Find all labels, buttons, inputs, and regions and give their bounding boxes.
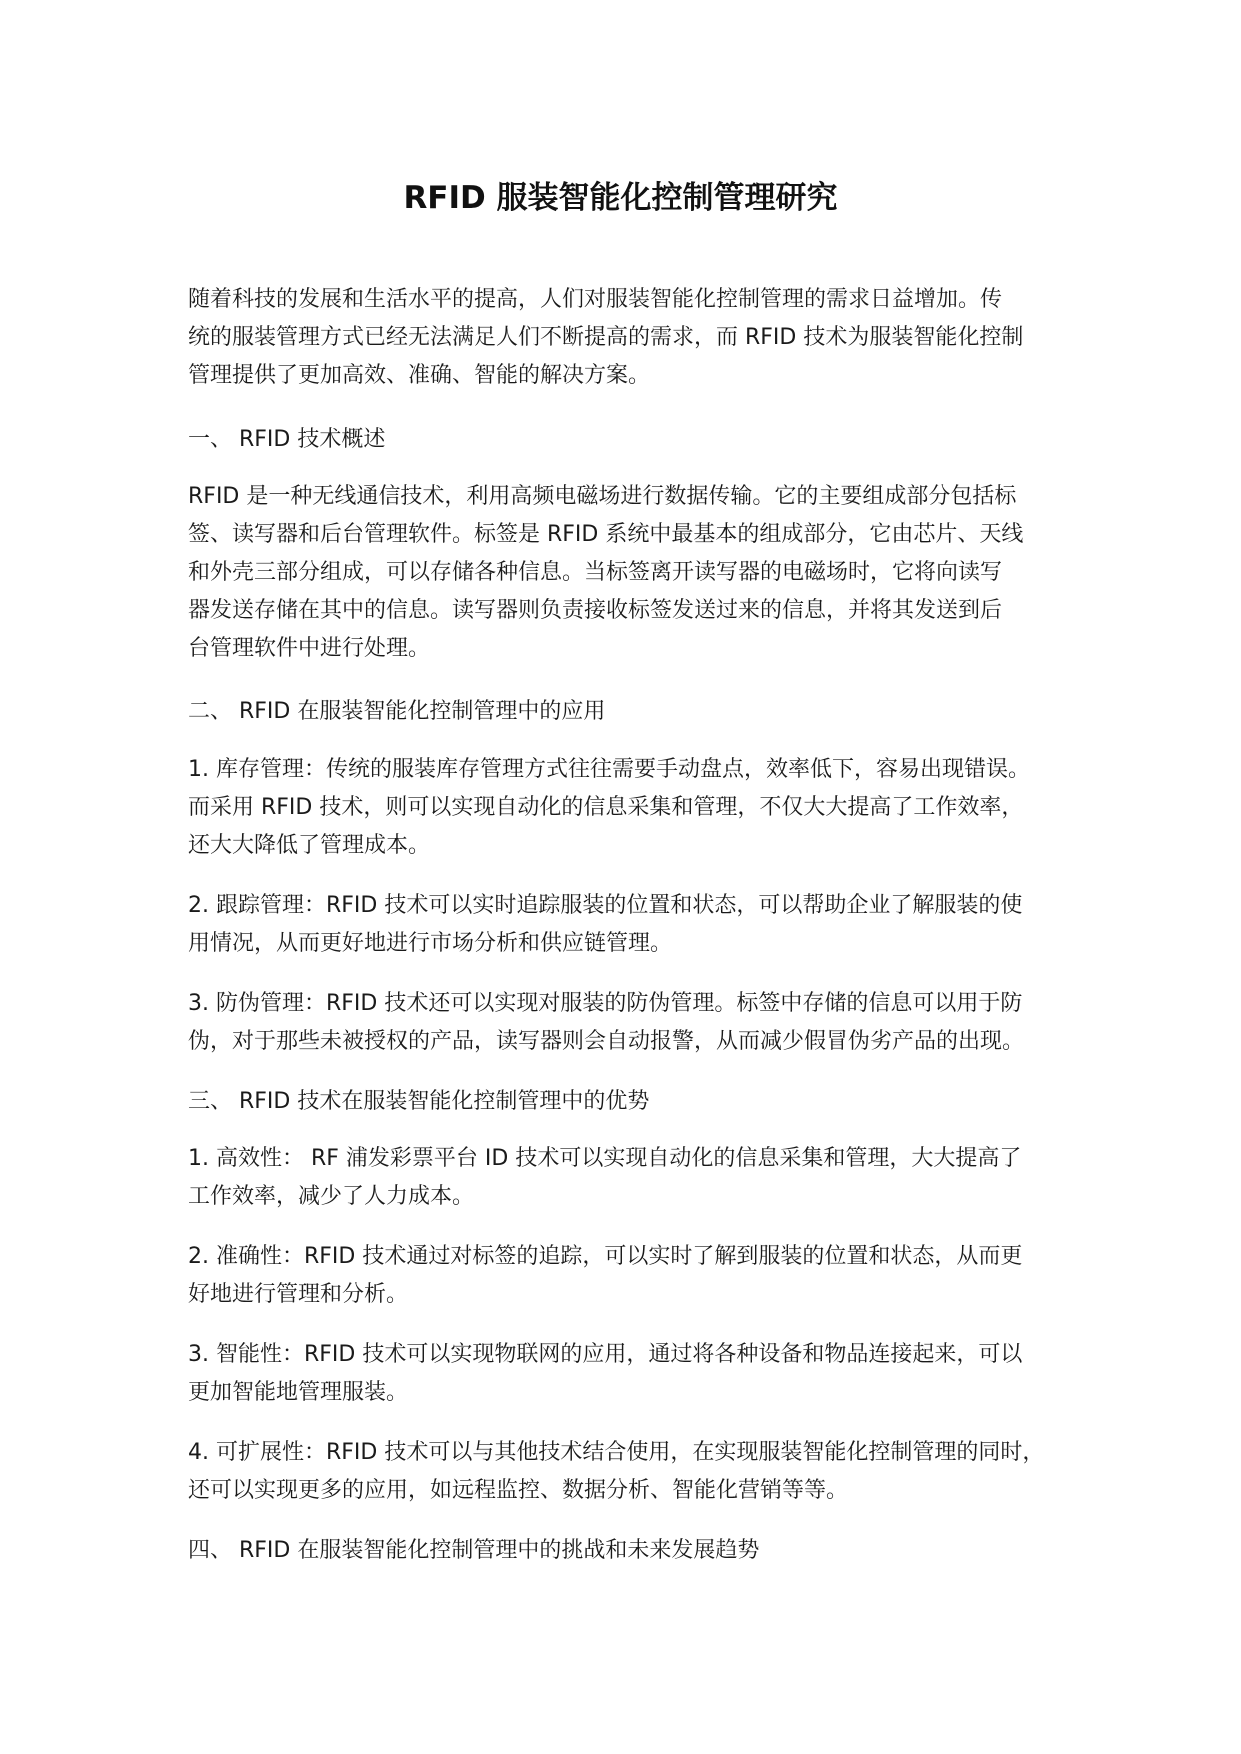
section-2-heading — [188, 693, 1078, 731]
heading-text: 一、 RFID 技术概述 — [188, 427, 386, 452]
paragraph-line: 和外壳三部分组成，可以存储各种信息。当标签离开读写器的电磁场时，它将向读写 — [188, 560, 1003, 585]
paragraph-line: 1. 库存管理：传统的服装库存管理方式往往需要手动盘点，效率低下，容易出现错误。 — [188, 757, 1030, 782]
paragraph-line: 还可以实现更多的应用，如远程监控、数据分析、智能化营销等等。 — [188, 1478, 849, 1503]
paragraph-line: 统的服装管理方式已经无法满足人们不断提高的需求，而 RFID 技术为服装智能化控制 — [188, 325, 1024, 350]
section-3-item-3 — [188, 1336, 1078, 1412]
paragraph-line: 伪，对于那些未被授权的产品，读写器则会自动报警，从而减少假冒伪劣产品的出现。 — [188, 1029, 1025, 1054]
paragraph-line: 2. 准确性：RFID 技术通过对标签的追踪，可以实时了解到服装的位置和状态，从而更 — [188, 1244, 1023, 1269]
paragraph-line: 更加智能地管理服装。 — [188, 1380, 409, 1405]
section-3-item-2 — [188, 1238, 1078, 1314]
section-2-item-3 — [188, 985, 1078, 1061]
paragraph-line: 用情况，从而更好地进行市场分析和供应链管理。 — [188, 931, 673, 956]
paragraph-line: 3. 防伪管理：RFID 技术还可以实现对服装的防伪管理。标签中存储的信息可以用于防 — [188, 991, 1023, 1016]
section-2-item-1 — [188, 751, 1078, 865]
paragraph-line: 4. 可扩展性：RFID 技术可以与其他技术结合使用，在实现服装智能化控制管理的同时， — [188, 1440, 1045, 1465]
intro-paragraph — [188, 281, 1078, 395]
section-3-heading — [188, 1083, 1078, 1121]
paragraph-line: 管理提供了更加高效、准确、智能的解决方案。 — [188, 363, 651, 388]
paragraph-line: 器发送存储在其中的信息。读写器则负责接收标签发送过来的信息，并将其发送到后 — [188, 598, 1003, 623]
paragraph-line: 1. 高效性： RF 浦发彩票平台 ID 技术可以实现自动化的信息采集和管理，大大提高了 — [188, 1146, 1022, 1171]
paragraph-line: 2. 跟踪管理：RFID 技术可以实时追踪服装的位置和状态，可以帮助企业了解服装的使 — [188, 893, 1023, 918]
section-3-item-1 — [188, 1140, 1078, 1216]
heading-text: 二、 RFID 在服装智能化控制管理中的应用 — [188, 699, 606, 724]
paragraph-line: 工作效率，减少了人力成本。 — [188, 1184, 475, 1209]
section-1-paragraph — [188, 478, 1078, 668]
document-title: RFID 服装智能化控制管理研究 — [403, 180, 838, 216]
paragraph-line: 还大大降低了管理成本。 — [188, 833, 431, 858]
paragraph-line: 台管理软件中进行处理。 — [188, 636, 431, 661]
paragraph-line: 而采用 RFID 技术，则可以实现自动化的信息采集和管理，不仅大大提高了工作效率， — [188, 795, 1024, 820]
paragraph-line: RFID 是一种无线通信技术，利用高频电磁场进行数据传输。它的主要组成部分包括标 — [188, 484, 1017, 509]
paragraph-line: 签、读写器和后台管理软件。标签是 RFID 系统中最基本的组成部分，它由芯片、天线 — [188, 522, 1024, 547]
paragraph-line: 3. 智能性：RFID 技术可以实现物联网的应用，通过将各种设备和物品连接起来，可以 — [188, 1342, 1023, 1367]
section-4-heading — [188, 1532, 1078, 1570]
paragraph-line: 随着科技的发展和生活水平的提高，人们对服装智能化控制管理的需求日益增加。传 — [188, 287, 1003, 312]
section-2-item-2 — [188, 887, 1078, 963]
heading-text: 四、 RFID 在服装智能化控制管理中的挑战和未来发展趋势 — [188, 1538, 760, 1563]
paragraph-line: 好地进行管理和分析。 — [188, 1282, 409, 1307]
section-3-item-4 — [188, 1434, 1078, 1510]
heading-text: 三、 RFID 技术在服装智能化控制管理中的优势 — [188, 1089, 650, 1114]
section-1-heading — [188, 421, 1078, 459]
